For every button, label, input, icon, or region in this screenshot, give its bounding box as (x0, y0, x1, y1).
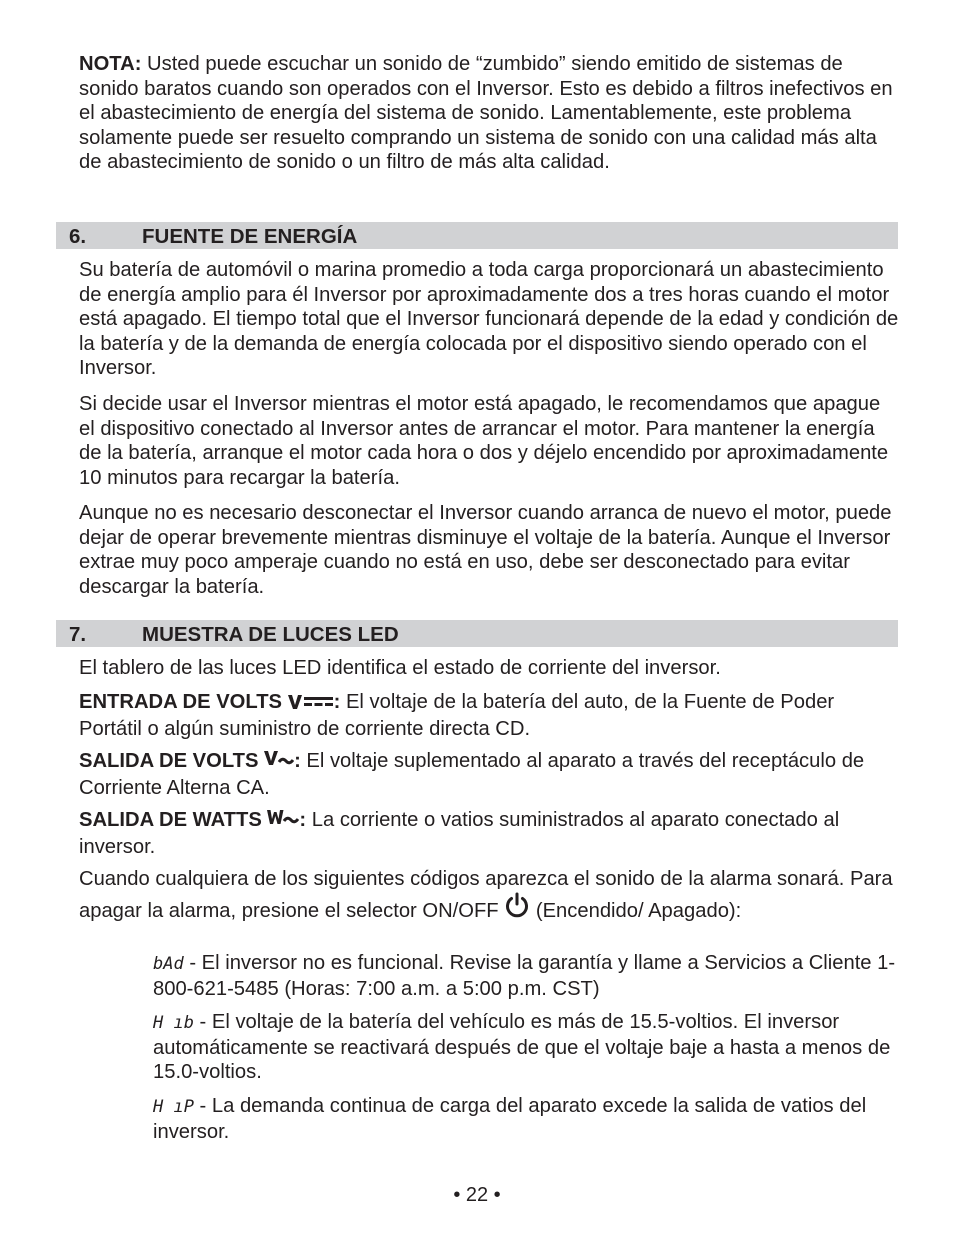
output-watts-colon: : (299, 809, 307, 831)
lcd-code: H ıP (153, 1097, 194, 1117)
watts-ac-icon (267, 810, 299, 835)
paragraph-text: El tablero de las luces LED identifica el estado de corriente del inversor. (79, 657, 721, 679)
output-volts-colon: : (294, 750, 301, 772)
note-paragraph (79, 52, 899, 175)
section-7-header (56, 620, 898, 647)
note-text: Usted puede escuchar un sonido de “zumbido” siendo emitido de sistemas de sonido baratos cuando son operados con el Inversor. Esto es debido a filtros inefectivos en el abastecimiento de energía del sistema de sonido. Lamentablemente, este problema solamente puede ser resuelto comprando un sistema de sonido con una calidad más alta de abastecimiento de sonido o un filtro de más alta calidad. (79, 53, 893, 174)
code-description: - La demanda continua de carga del aparato excede la salida de vatios del inversor. (153, 1095, 867, 1143)
section-title: MUESTRA DE LUCES LED (142, 623, 399, 646)
code-description: - El voltaje de la batería del vehículo es más de 15.5-voltios. El inversor automáticamente se reactivará después de que el voltaje baje a hasta a menos de 15.0-voltios. (153, 1011, 891, 1084)
paragraph-text: Si decide usar el Inversor mientras el motor está apagado, le recomendamos que apague el dispositivo conectado al Inversor antes de arrancar el motor. Para mantener la energía de la batería, arranque el motor cada hora o dos y déjelo encendido por aproximadamente 10 minutos para recargar la batería. (79, 393, 889, 489)
section-6-header (56, 222, 898, 249)
output-volts-text: El voltaje suplementado al aparato a través del receptáculo de Corriente Alterna CA. (79, 750, 865, 799)
paragraph-text: Aunque no es necesario desconectar el Inversor cuando arranca de nuevo el motor, puede dejar de operar brevemente mientras disminuye el voltaje de la batería. Aunque el Inversor extrae muy poco amperaje cuando no está en uso, debe ser desconectado para evitar descargar la batería. (79, 502, 892, 598)
lcd-code: H ıb (153, 1013, 194, 1033)
power-icon (504, 892, 530, 925)
section-6-paragraph-1 (79, 258, 899, 381)
page-number: • 22 • (453, 1184, 501, 1206)
output-watts-label: SALIDA DE WATTS (79, 809, 262, 831)
section-number: 7. (69, 623, 87, 646)
paragraph-text: Su batería de automóvil o marina promedio a toda carga proporcionará un abastecimiento de energía amplio para él Inversor por aproximadamente dos a tres horas cuando el motor está apagado. El tiempo total que el Inversor funcionará depende de la edad y condición de la batería y de la demanda de energía colocada por el dispositivo siendo operado con el Inversor. (79, 259, 899, 380)
input-volts-label: ENTRADA DE VOLTS (79, 691, 282, 713)
section-number: 6. (69, 225, 87, 248)
note-label: NOTA: (79, 53, 142, 75)
volts-ac-icon (264, 751, 294, 776)
section-title: FUENTE DE ENERGÍA (142, 225, 358, 248)
section-7-intro (79, 656, 899, 681)
section-6-paragraph-2 (79, 392, 899, 490)
alarm-text: Cuando cualquiera de los siguientes códigos aparezca el sonido de la alarma sonará. Para apagar la alarma, presione el selector ON/OFF (79, 868, 893, 922)
section-6-paragraph-3 (79, 501, 899, 599)
code-description: - El inversor no es funcional. Revise la garantía y llame a Servicios a Cliente 1-800-621-5485 (Horas: 7:00 a.m. a 5:00 p.m. CST) (153, 952, 896, 1000)
output-watts-text: La corriente o vatios suministrados al aparato conectado al inversor. (79, 809, 840, 858)
alarm-paragraph (79, 867, 899, 924)
input-volts-text: El voltaje de la batería del auto, de la Fuente de Poder Portátil o algún suministro de corriente directa CD. (79, 691, 835, 740)
lcd-code: bAd (153, 954, 184, 974)
output-volts-label: SALIDA DE VOLTS (79, 750, 259, 772)
output-watts-item (79, 808, 899, 859)
input-volts-item (79, 690, 899, 741)
code-bad-item (153, 951, 898, 1001)
input-volts-colon: : (333, 691, 341, 713)
alarm-text-end: (Encendido/ Apagado): (530, 899, 742, 922)
output-volts-item (79, 749, 899, 800)
code-hip-item (153, 1094, 898, 1144)
volts-dc-icon (288, 692, 334, 717)
code-hib-item (153, 1010, 898, 1085)
